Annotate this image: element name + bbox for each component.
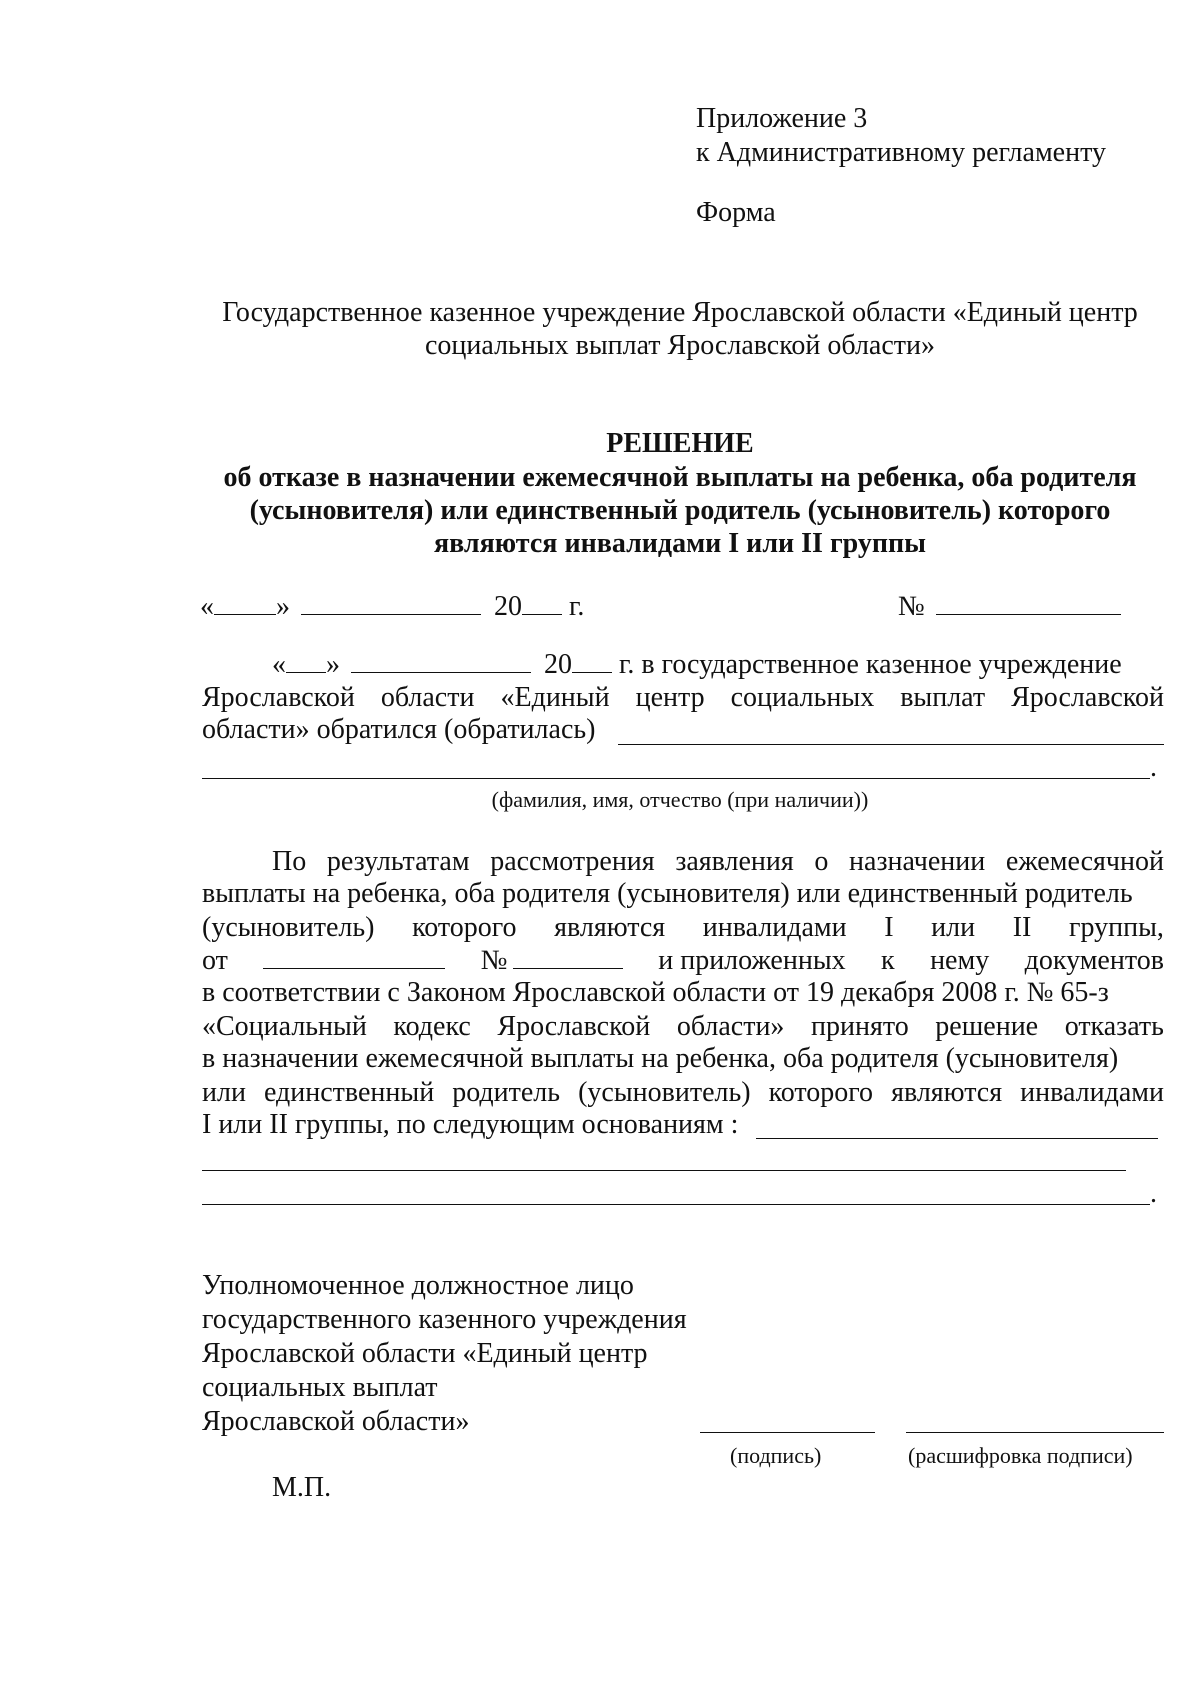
word: «Единый — [500, 682, 610, 713]
month-field[interactable] — [301, 590, 481, 615]
document-subtitle-line-2: (усыновителя) или единственный родитель (усыновитель) которого — [249, 495, 1111, 526]
signature-field[interactable] — [700, 1432, 875, 1433]
institution-line-1: Государственное казенное учреждение Ярославской области «Единый центр — [222, 297, 1138, 328]
official-line-3: Ярославской области «Единый центр — [202, 1338, 648, 1369]
body-line-5: в соответствии с Законом Ярославской области от 19 декабря 2008 г. № 65-з — [202, 977, 1109, 1008]
word: результатам — [326, 846, 470, 877]
body-line-3 — [202, 911, 1164, 944]
word: области» — [676, 1011, 785, 1042]
official-line-2: государственного казенного учреждения — [202, 1304, 687, 1335]
decision-number-field[interactable] — [936, 590, 1121, 615]
applicant-name-field-line-2[interactable] — [202, 778, 1150, 779]
word: нему — [930, 945, 990, 976]
reasons-field-line-2[interactable] — [202, 1170, 1126, 1171]
quote-open: « — [272, 649, 286, 680]
appendix-reference: к Административному регламенту — [696, 137, 1106, 168]
word: единственный — [263, 1077, 435, 1108]
word: (усыновитель) — [578, 1077, 751, 1108]
applicant-line-1 — [272, 648, 1122, 681]
word: о — [814, 846, 829, 877]
body-line-8 — [202, 1076, 1164, 1109]
quote-close: » — [326, 649, 340, 680]
quote-open: « — [200, 591, 214, 622]
word: ежемесячной — [1005, 846, 1164, 877]
body-line-4 — [202, 944, 1164, 977]
word: кодекс — [393, 1011, 471, 1042]
applicant-name-caption: (фамилия, имя, отчество (при наличии)) — [491, 787, 869, 812]
word: инвалидами — [702, 912, 847, 943]
word: принято — [811, 1011, 909, 1042]
word: которого — [412, 912, 517, 943]
reasons-field-line-3[interactable] — [202, 1204, 1150, 1205]
year-prefix: 20 — [494, 591, 522, 622]
word: которого — [768, 1077, 874, 1108]
official-line-1: Уполномоченное должностное лицо — [202, 1270, 634, 1301]
word: Ярославской — [202, 682, 355, 713]
word: родитель — [452, 1077, 561, 1108]
number-label: № — [898, 591, 925, 622]
body-line-1 — [272, 845, 1164, 878]
year-field[interactable] — [522, 590, 562, 615]
word: I — [884, 912, 894, 943]
word: заявления — [675, 846, 794, 877]
word: или — [202, 1077, 246, 1108]
application-number-field[interactable] — [513, 944, 623, 969]
word: выплат — [900, 682, 986, 713]
reasons-field-line-1[interactable] — [756, 1138, 1158, 1139]
applicant-year-field[interactable] — [572, 648, 612, 673]
word: или — [931, 912, 976, 943]
word: являются — [554, 912, 666, 943]
applicant-line-1-text: г. в государственное казенное учреждение — [619, 649, 1122, 680]
word: (усыновитель) — [202, 912, 375, 943]
year-prefix: 20 — [544, 649, 572, 680]
word: центр — [635, 682, 705, 713]
applicant-month-field[interactable] — [351, 648, 531, 673]
word: к — [881, 945, 895, 976]
body-line-9: I или II группы, по следующим основаниям : — [202, 1109, 739, 1140]
word: «Социальный — [202, 1011, 367, 1042]
applicant-end-dot: . — [1150, 752, 1157, 783]
body-line-6 — [202, 1010, 1164, 1043]
official-line-4: социальных выплат — [202, 1372, 438, 1403]
signature-decode-caption: (расшифровка подписи) — [908, 1443, 1133, 1468]
word: социальных — [730, 682, 875, 713]
appendix-number: Приложение 3 — [696, 103, 868, 134]
word: назначении — [849, 846, 986, 877]
reasons-end-dot: . — [1150, 1178, 1157, 1209]
applicant-name-field-line-1[interactable] — [618, 744, 1164, 745]
body-line-7: в назначении ежемесячной выплаты на ребенка, оба родителя (усыновителя) — [202, 1043, 1119, 1074]
word: Ярославской — [1011, 682, 1164, 713]
applicant-line-3: области» обратился (обратилась) — [202, 714, 596, 745]
document-subtitle-line-1: об отказе в назначении ежемесячной выплаты на ребенка, оба родителя — [223, 462, 1137, 493]
decision-number-row — [898, 590, 1121, 623]
body-line-2: выплаты на ребенка, оба родителя (усыновителя) или единственный родитель — [202, 878, 1133, 909]
signature-caption: (подпись) — [730, 1443, 822, 1468]
document-title: РЕШЕНИЕ — [606, 428, 754, 459]
word: области — [380, 682, 475, 713]
quote-close: » — [276, 591, 290, 622]
word: рассмотрения — [490, 846, 655, 877]
word: решение — [935, 1011, 1039, 1042]
applicant-day-field[interactable] — [286, 648, 326, 673]
word: Ярославской — [497, 1011, 651, 1042]
application-date-field[interactable] — [263, 944, 445, 969]
word: группы, — [1069, 912, 1164, 943]
word: и приложенных — [658, 945, 846, 976]
word: документов — [1024, 945, 1164, 976]
word: II — [1012, 912, 1032, 943]
from-label: от — [202, 945, 228, 976]
decision-date-row — [200, 590, 584, 623]
word: отказать — [1064, 1011, 1164, 1042]
day-field[interactable] — [214, 590, 276, 615]
number-label: № — [480, 945, 508, 976]
word: инвалидами — [1020, 1077, 1164, 1108]
form-label: Форма — [696, 197, 776, 228]
official-line-5: Ярославской области» — [202, 1406, 470, 1437]
document-subtitle-line-3: являются инвалидами I или II группы — [433, 528, 926, 559]
institution-line-2: социальных выплат Ярославской области» — [425, 330, 935, 361]
word: являются — [891, 1077, 1003, 1108]
word: По — [272, 846, 307, 877]
stamp-label: М.П. — [272, 1472, 332, 1503]
applicant-line-2 — [202, 681, 1164, 714]
year-suffix: г. — [569, 591, 585, 622]
signature-decode-field[interactable] — [906, 1432, 1164, 1433]
